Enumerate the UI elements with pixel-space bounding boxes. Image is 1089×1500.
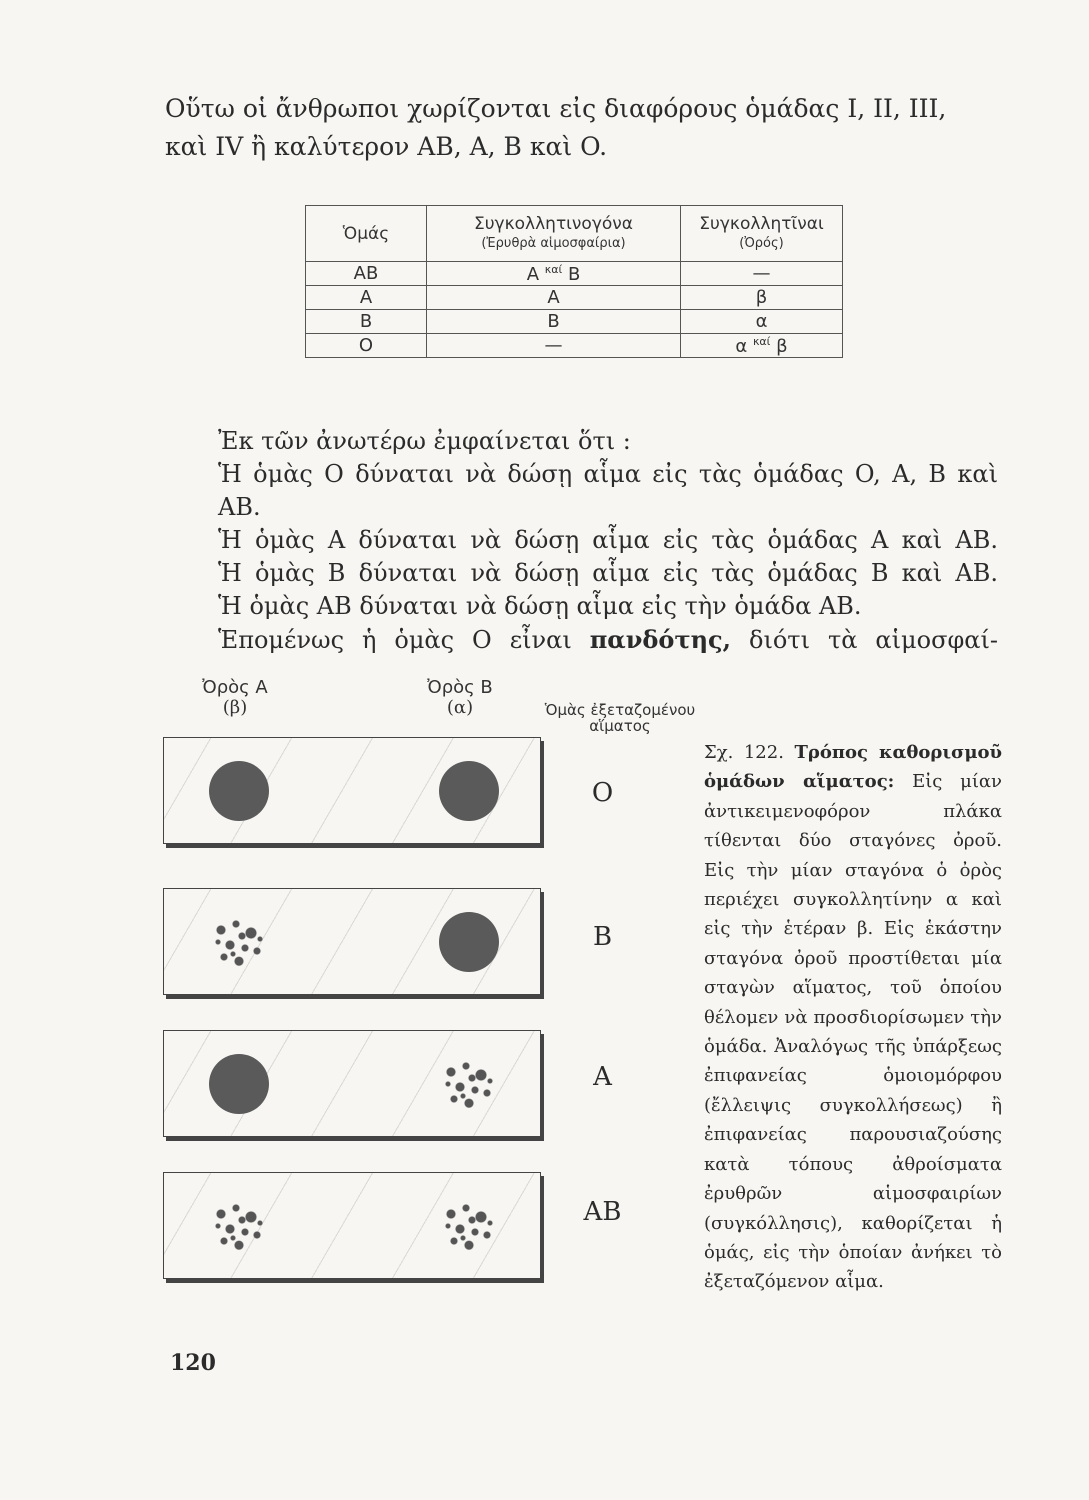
cell-agglutinin: β xyxy=(681,286,843,310)
header-agglutinogens: Συγκολλητινογόνα (Ἐρυθρὰ αἱμοσφαίρια) xyxy=(427,206,681,262)
figure-caption xyxy=(704,738,1002,1297)
table-row xyxy=(306,310,843,334)
bold-term: πανδότης, xyxy=(589,625,732,654)
drop-uniform xyxy=(439,761,499,821)
cell-group: A xyxy=(306,286,427,310)
drop-agglutinated xyxy=(209,912,269,972)
tested-blood-group-header: Ὁμὰς ἐξεταζομένου αἵματος xyxy=(544,701,696,735)
cell-agglutinogen: — xyxy=(427,334,681,358)
slide-label-a: A xyxy=(593,1062,612,1092)
cell-agglutinin: α $^{\kappa\alpha ί}$ β xyxy=(681,334,843,358)
body-line: Ἡ ὁμὰς AB δύναται νὰ δώσῃ αἷμα εἰς τὴν ὁμάδα AB. xyxy=(218,592,862,620)
slide-a xyxy=(163,1030,541,1137)
cell-group: O xyxy=(306,334,427,358)
caption-title: Τρόπος καθορισμοῦ ὁμάδων αἵματος: xyxy=(704,742,1002,793)
cell-group: B xyxy=(306,310,427,334)
intro-paragraph xyxy=(165,90,1005,166)
page-number: 120 xyxy=(170,1350,216,1376)
caption-text: Εἰς μίαν ἀντικειμενοφόρον πλάκα τίθενται δύο σταγόνες ὀροῦ. Εἰς τὴν μίαν σταγόνα ὁ ὀρὸς περιέχει συγκολλητίνην α καὶ εἰς τὴν ἑτέραν β. Εἰς ἑκάστην σταγόνα ὀροῦ προστίθεται μία σταγὼν αἵματος, τοῦ ὁποίου θέλομεν νὰ προσδιορίσωμεν τὴν ὁμάδα. Ἀναλόγως τῆς ὑπάρξεως ἐπιφανείας ὁμοιομόρφου (ἔλλειψις συγκολλήσεως) ἢ ἐπιφανείας παρουσιαζούσης κατὰ τόπους ἀθροίσματα ἐρυθρῶν αἱμοσφαιρίων (συγκόλλησις), καθορίζεται ἡ ὁμάς, εἰς τὴν ὁποίαν ἀνήκει τὸ ἐξεταζόμενον αἷμα. xyxy=(704,771,1002,1293)
serum-a-header: Ὀρὸς A (β) xyxy=(202,677,268,718)
slide-label-ab: AB xyxy=(583,1197,622,1227)
kai-label: καί xyxy=(752,334,771,348)
cell-agglutinin: α xyxy=(681,310,843,334)
slide-ab xyxy=(163,1172,541,1279)
caption-number: Σχ. 122. xyxy=(704,742,784,763)
serum-b-header: Ὀρὸς B (α) xyxy=(427,677,493,718)
header-agglutinins: Συγκολλητῖναι (Ὀρός) xyxy=(681,206,843,262)
intro-line: Οὕτω οἱ ἄνθρωποι χωρίζονται εἰς διαφόρους ὁμάδας I, II, III, xyxy=(165,94,947,123)
drop-agglutinated xyxy=(209,1196,269,1256)
blood-group-table xyxy=(305,205,843,358)
cell-agglutinogen: B xyxy=(427,310,681,334)
drop-uniform xyxy=(209,1054,269,1114)
drop-uniform xyxy=(209,761,269,821)
slide-b xyxy=(163,888,541,995)
slide-o xyxy=(163,737,541,844)
table-header-row xyxy=(306,206,843,262)
kai-label: καί xyxy=(544,262,563,276)
cell-group: AB xyxy=(306,262,427,286)
table-row xyxy=(306,262,843,286)
body-line: Ἐκ τῶν ἀνωτέρω ἐμφαίνεται ὅτι : xyxy=(218,427,631,455)
drop-agglutinated xyxy=(439,1196,499,1256)
drop-agglutinated xyxy=(439,1054,499,1114)
body-line: Ἡ ὁμὰς A δύναται νὰ δώσῃ αἷμα εἰς τὰς ὁμάδας A καὶ AB. xyxy=(218,526,998,554)
body-paragraph xyxy=(218,425,998,657)
header-group: Ὁμάς xyxy=(306,206,427,262)
body-line: Ἡ ὁμὰς B δύναται νὰ δώσῃ αἷμα εἰς τὰς ὁμάδας B καὶ AB. xyxy=(218,559,998,587)
table-row xyxy=(306,334,843,358)
cell-agglutinin: — xyxy=(681,262,843,286)
slide-label-o: O xyxy=(591,778,614,808)
table-row xyxy=(306,286,843,310)
body-line-last: Ἑπομένως ἡ ὁμὰς O εἶναι πανδότης, διότι τὰ αἱμοσφαί- xyxy=(218,625,998,654)
drop-uniform xyxy=(439,912,499,972)
slide-label-b: B xyxy=(592,922,613,952)
cell-agglutinogen: A xyxy=(427,286,681,310)
cell-agglutinogen: A $^{\kappa\alpha ί}$ B xyxy=(427,262,681,286)
body-line: Ἡ ὁμὰς O δύναται νὰ δώσῃ αἷμα εἰς τὰς ὁμάδας O, A, B καὶ AB. xyxy=(218,460,998,521)
intro-line: καὶ IV ἢ καλύτερον AB, A, B καὶ O. xyxy=(165,132,608,161)
